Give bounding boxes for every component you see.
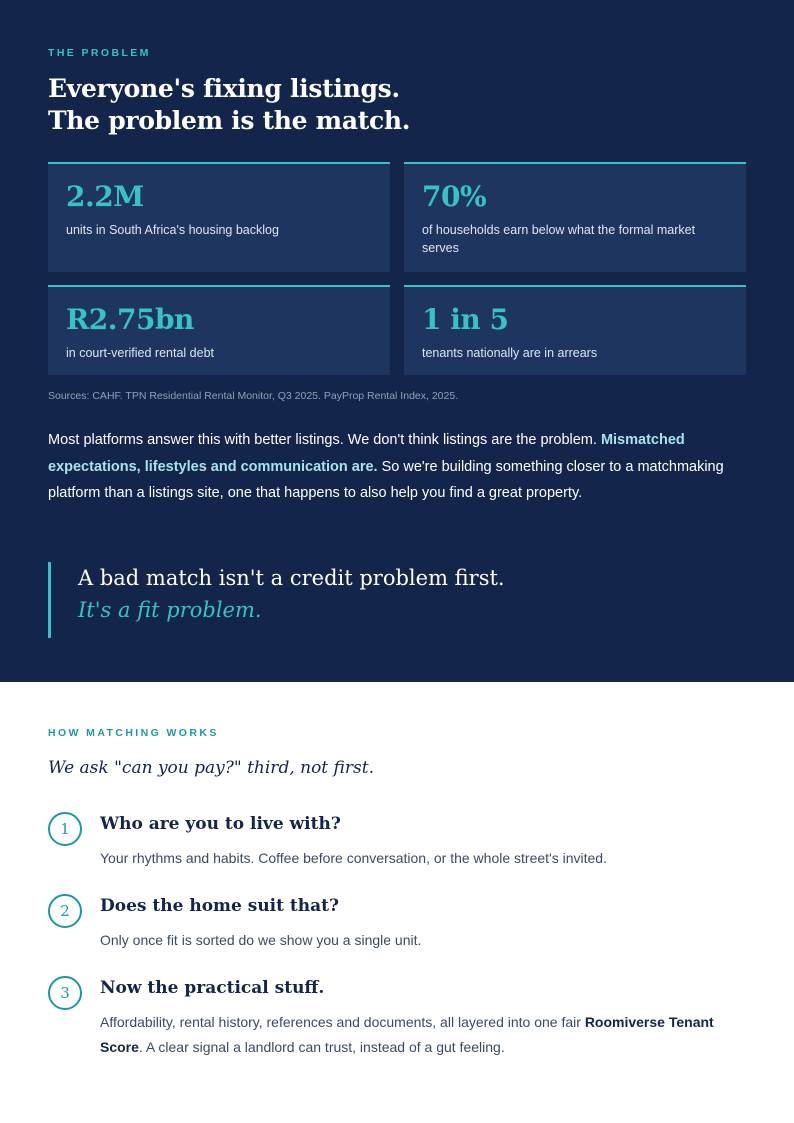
stat-card-backlog bbox=[48, 162, 390, 272]
step-description bbox=[100, 1010, 740, 1060]
quote-line-2: It's a fit problem. bbox=[78, 598, 262, 622]
stat-value: 2.2M bbox=[66, 180, 144, 213]
stat-value: 1 in 5 bbox=[422, 303, 509, 336]
step-title: Now the practical stuff. bbox=[100, 978, 325, 998]
paragraph-text: So we're building something closer to a matchmaking platform than a listings site, one that happens to also help you find a great property. bbox=[48, 458, 724, 501]
problem-paragraph bbox=[48, 427, 748, 507]
stat-card-households bbox=[404, 162, 746, 272]
stat-value: R2.75bn bbox=[66, 303, 194, 336]
step-number-badge: 2 bbox=[48, 894, 82, 928]
step-description: Only once fit is sorted do we show you a single unit. bbox=[100, 932, 422, 948]
stat-label: units in South Africa's housing backlog bbox=[66, 223, 279, 237]
step-title: Who are you to live with? bbox=[100, 814, 341, 834]
sources-note: Sources: CAHF. TPN Residential Rental Monitor, Q3 2025. PayProp Rental Index, 2025. bbox=[48, 390, 459, 402]
stat-card-arrears bbox=[404, 285, 746, 375]
pull-quote bbox=[48, 562, 505, 638]
matching-eyebrow: HOW MATCHING WORKS bbox=[48, 727, 219, 739]
step-description-text: . A clear signal a landlord can trust, instead of a gut feeling. bbox=[138, 1039, 505, 1055]
step-number-badge: 3 bbox=[48, 976, 82, 1010]
stat-label: in court-verified rental debt bbox=[66, 346, 214, 360]
step-title: Does the home suit that? bbox=[100, 896, 339, 916]
matching-subtitle: We ask "can you pay?" third, not first. bbox=[48, 758, 374, 778]
tenant-score-name: Roomiverse Tenant Score bbox=[100, 1014, 714, 1055]
headline-line-1: Everyone's fixing listings. bbox=[48, 74, 400, 103]
paragraph-highlight: Mismatched expectations, lifestyles and communication are. bbox=[48, 432, 685, 475]
stat-label: tenants nationally are in arrears bbox=[422, 346, 598, 360]
stat-value: 70% bbox=[422, 180, 487, 213]
problem-headline bbox=[48, 73, 410, 137]
stat-card-rental-debt bbox=[48, 285, 390, 375]
step-description: Your rhythms and habits. Coffee before conversation, or the whole street's invited. bbox=[100, 850, 607, 866]
problem-eyebrow: THE PROBLEM bbox=[48, 47, 151, 59]
stat-label: of households earn below what the formal market serves bbox=[422, 223, 696, 255]
paragraph-text: Most platforms answer this with better listings. We don't think listings are the problem. bbox=[48, 432, 601, 448]
step-number-badge: 1 bbox=[48, 812, 82, 846]
step-description-text: Affordability, rental history, references and documents, all layered into one fair bbox=[100, 1014, 585, 1030]
headline-line-2: The problem is the match. bbox=[48, 106, 411, 135]
quote-line-1: A bad match isn't a credit problem first. bbox=[78, 566, 505, 590]
